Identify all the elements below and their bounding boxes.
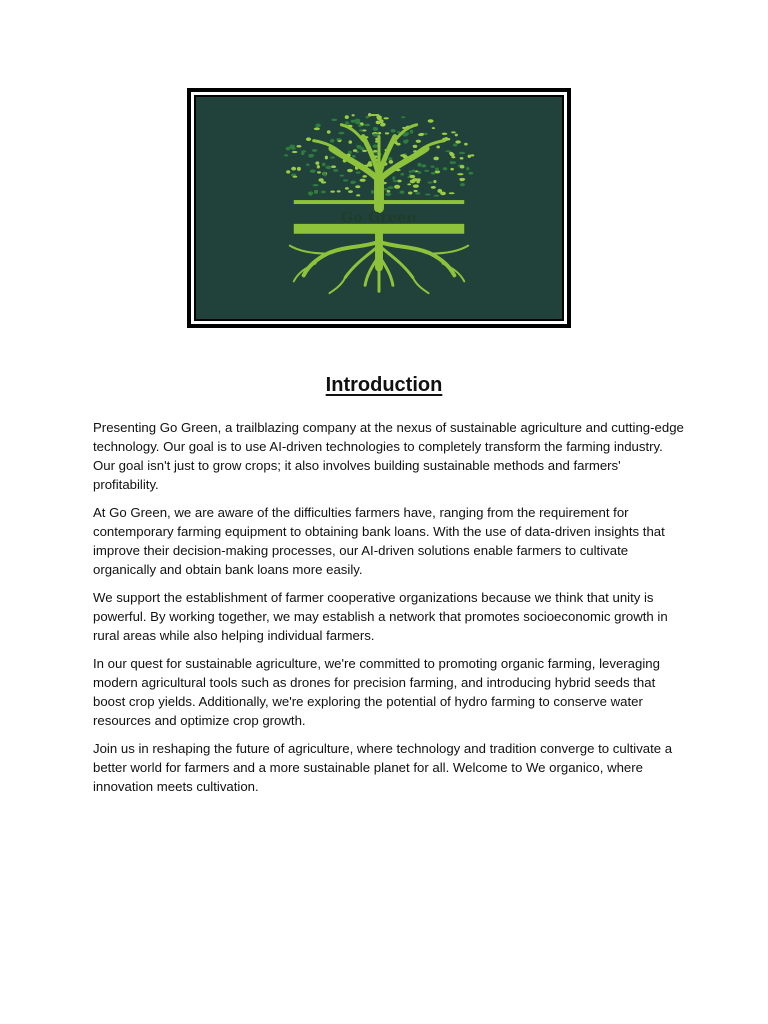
leaf-dot bbox=[450, 153, 455, 156]
leaf-dot bbox=[306, 164, 310, 166]
leaf-dot bbox=[436, 145, 440, 148]
leaf-dot bbox=[330, 139, 335, 143]
leaf-dot bbox=[413, 145, 418, 148]
leaf-dot bbox=[364, 124, 370, 127]
leaf-dot bbox=[431, 172, 436, 175]
leaf-dot bbox=[455, 140, 461, 143]
leaf-dot bbox=[394, 185, 400, 189]
leaf-dot bbox=[450, 161, 454, 164]
leaf-dot bbox=[378, 132, 381, 135]
leaf-dot bbox=[315, 124, 320, 128]
leaf-dot bbox=[306, 137, 311, 141]
leaf-dot bbox=[457, 173, 463, 175]
leaf-dot bbox=[460, 165, 465, 169]
leaf-dot bbox=[363, 130, 367, 132]
leaf-dot bbox=[333, 169, 338, 172]
leaf-dot bbox=[322, 163, 326, 166]
leaf-dot bbox=[423, 133, 427, 135]
leaf-dot bbox=[356, 194, 360, 196]
leaf-dot bbox=[443, 167, 448, 170]
leaf-dot bbox=[400, 190, 405, 193]
leaf-dot bbox=[348, 151, 352, 154]
leaf-dot bbox=[437, 189, 442, 193]
leaf-dot bbox=[362, 175, 367, 178]
leaf-dot bbox=[374, 114, 379, 116]
document-body bbox=[93, 418, 685, 805]
leaf-dot bbox=[337, 190, 341, 192]
leaf-dot bbox=[416, 140, 421, 143]
leaf-dot bbox=[360, 147, 364, 150]
leaf-dot bbox=[389, 160, 394, 164]
logo-frame bbox=[187, 88, 571, 328]
leaf-dot bbox=[413, 190, 417, 192]
leaf-dot bbox=[336, 138, 342, 140]
leaf-dot bbox=[321, 181, 326, 183]
leaf-dot bbox=[435, 167, 439, 170]
leaf-dot bbox=[317, 171, 321, 173]
leaf-dot bbox=[419, 133, 424, 135]
leaf-dot bbox=[401, 116, 405, 118]
leaf-dot bbox=[385, 132, 389, 134]
leaf-dot bbox=[291, 167, 296, 171]
leaf-dot bbox=[387, 190, 391, 193]
leaf-dot bbox=[433, 180, 436, 183]
logo-brand-text: Go Green bbox=[341, 210, 417, 226]
upper-bar bbox=[294, 200, 464, 204]
leaf-dot bbox=[330, 156, 335, 158]
tree-logo-icon bbox=[196, 97, 562, 319]
leaf-dot bbox=[450, 168, 454, 171]
leaf-dot bbox=[410, 130, 414, 134]
leaf-dot bbox=[416, 192, 421, 194]
leaf-dot bbox=[400, 173, 404, 176]
leaf-dot bbox=[315, 161, 319, 165]
leaf-dot bbox=[413, 184, 419, 188]
leaf-dot bbox=[310, 170, 316, 173]
leaf-dot bbox=[347, 169, 353, 172]
leaf-dot bbox=[351, 182, 355, 184]
leaf-dot bbox=[468, 172, 473, 175]
leaf-dot bbox=[468, 155, 472, 158]
leaf-dot bbox=[348, 140, 352, 143]
leaf-dot bbox=[297, 167, 301, 171]
leaf-dot bbox=[289, 145, 295, 149]
leaf-dot bbox=[405, 139, 408, 142]
leaf-dot bbox=[464, 143, 468, 146]
leaf-dot bbox=[388, 157, 392, 160]
leaf-dot bbox=[360, 179, 366, 182]
leaf-dot bbox=[314, 190, 318, 194]
leaf-dot bbox=[323, 174, 326, 176]
leaf-dot bbox=[327, 130, 331, 134]
leaf-dot bbox=[284, 154, 288, 156]
leaf-dot bbox=[442, 133, 448, 135]
leaf-dot bbox=[434, 195, 439, 197]
leaf-dot bbox=[358, 124, 361, 127]
leaf-dot bbox=[330, 191, 335, 193]
leaf-dot bbox=[371, 190, 374, 194]
leaf-dot bbox=[331, 119, 337, 121]
leaf-dot bbox=[355, 185, 360, 188]
leaf-dot bbox=[367, 163, 370, 166]
leaf-dot bbox=[417, 178, 420, 181]
go-green-logo bbox=[196, 97, 562, 319]
leaf-dot bbox=[366, 116, 369, 119]
leaf-dot bbox=[460, 183, 465, 186]
leaf-dot bbox=[408, 192, 413, 195]
leaf-dot bbox=[338, 132, 344, 135]
leaf-dot bbox=[293, 176, 298, 178]
leaf-dot bbox=[430, 165, 434, 167]
leaf-dot bbox=[362, 150, 367, 152]
leaf-dot bbox=[317, 165, 320, 169]
leaf-dot bbox=[308, 154, 314, 156]
page-title: Introduction bbox=[325, 374, 443, 396]
leaf-dot bbox=[345, 115, 349, 119]
leaf-dot bbox=[432, 127, 435, 129]
leaf-dot bbox=[392, 176, 395, 180]
leaf-dot bbox=[348, 190, 353, 193]
leaf-dot bbox=[388, 186, 394, 189]
leaf-dot bbox=[407, 183, 411, 185]
paragraph: In our quest for sustainable agriculture, we're committed to promoting organic farming, leveraging modern agricultural tools such as drones for precision farming, and introducing hybrid seeds that boost crop yields. Additionally, we're exploring the potential of hydro farming to conserve water resources and optimize crop growth. bbox=[93, 656, 660, 728]
leaf-dot bbox=[312, 149, 318, 152]
leaf-dot bbox=[412, 169, 416, 172]
leaf-dot bbox=[425, 194, 430, 196]
leaf-dot bbox=[459, 178, 465, 180]
leaf-dot bbox=[309, 193, 312, 196]
leaf-dot bbox=[409, 170, 413, 173]
leaf-dot bbox=[445, 150, 451, 152]
leaf-dot bbox=[453, 143, 457, 146]
leaf-dot bbox=[380, 123, 386, 127]
leaf-dot bbox=[372, 144, 378, 148]
leaf-dot bbox=[352, 114, 355, 116]
leaf-dot bbox=[410, 175, 416, 178]
leaf-dot bbox=[343, 179, 348, 181]
leaf-dot bbox=[296, 145, 301, 148]
leaf-dot bbox=[314, 127, 320, 130]
logo-border bbox=[191, 92, 567, 324]
leaf-dot bbox=[424, 170, 429, 172]
leaf-dot bbox=[352, 155, 356, 158]
leaf-dot bbox=[301, 150, 306, 152]
leaf-dot bbox=[455, 134, 458, 137]
leaf-dot bbox=[321, 191, 326, 194]
leaf-dot bbox=[393, 180, 399, 182]
leaf-dot bbox=[383, 117, 388, 119]
leaf-dot bbox=[390, 129, 395, 133]
leaf-dot bbox=[459, 152, 465, 154]
leaf-dot bbox=[376, 120, 381, 124]
leaf-dot bbox=[325, 166, 331, 170]
paragraph: Presenting Go Green, a trailblazing company at the nexus of sustainable agriculture and cutting-edge technology. Our goal is to use AI-driven technologies to completely transform the farming industry. Our goal isn't just to grow crops; it also involves building sustainable methods and farmers' profitability. bbox=[93, 420, 684, 492]
leaf-dot bbox=[431, 186, 436, 189]
leaf-dot bbox=[417, 163, 421, 167]
leaf-dot bbox=[351, 120, 356, 123]
tree-roots bbox=[290, 234, 468, 293]
leaf-dot bbox=[325, 156, 328, 160]
leaf-dot bbox=[313, 184, 319, 186]
leaf-dot bbox=[292, 151, 298, 153]
leaf-dot bbox=[449, 192, 455, 194]
leaf-dot bbox=[353, 149, 357, 152]
leaf-dot bbox=[345, 187, 349, 190]
leaf-dot bbox=[400, 154, 406, 157]
leaf-dot bbox=[466, 167, 469, 170]
leaf-dot bbox=[340, 175, 344, 177]
paragraph: Join us in reshaping the future of agriculture, where technology and tradition converge to cultivate a better world for farmers and a more sustainable planet for all. Welcome to We organico, where innovation meets cultivation. bbox=[93, 741, 673, 794]
leaf-dot bbox=[447, 138, 451, 140]
leaf-dot bbox=[427, 181, 433, 183]
leaf-dot bbox=[460, 157, 464, 160]
leaf-dot bbox=[286, 170, 290, 173]
leaf-dot bbox=[451, 131, 456, 133]
leaf-dot bbox=[356, 171, 361, 173]
leaf-dot bbox=[355, 119, 361, 122]
leaf-dot bbox=[356, 145, 361, 147]
leaf-dot bbox=[385, 193, 391, 196]
leaf-dot bbox=[433, 157, 439, 161]
paragraph: We support the establishment of farmer cooperative organizations because we think that unity is powerful. By working together, we may establish a network that promotes socioeconomic growth in rural areas while also helping individual farmers. bbox=[93, 590, 668, 643]
paragraph: At Go Green, we are aware of the difficulties farmers have, ranging from the requirement for contemporary farming equipment to obtaining bank loans. With the use of data-driven insights that improve their decision-making processes, our AI-driven solutions enable farmers to cultivate organically and obtain bank loans more easily. bbox=[93, 505, 665, 577]
leaf-dot bbox=[418, 171, 422, 174]
leaf-dot bbox=[373, 127, 377, 131]
leaf-dot bbox=[421, 164, 426, 167]
leaf-dot bbox=[428, 119, 434, 123]
leaf-dot bbox=[331, 165, 336, 168]
